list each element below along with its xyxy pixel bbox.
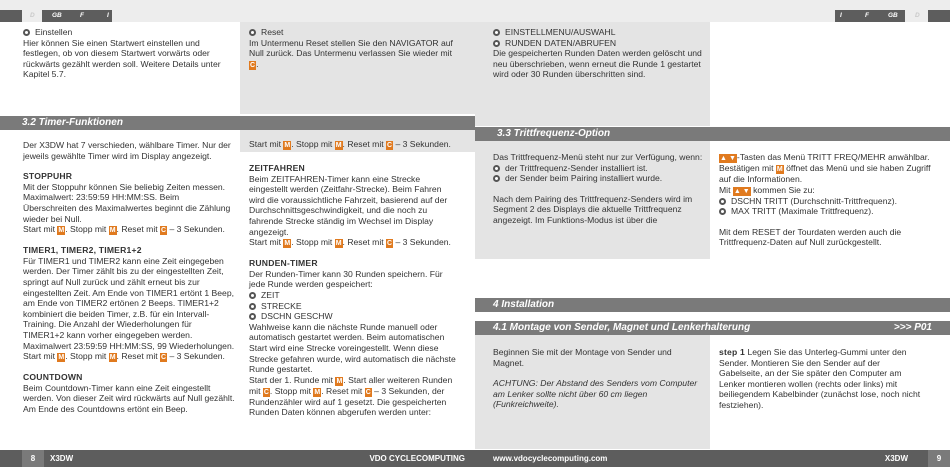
button-m-icon: M [109, 227, 116, 235]
button-m-icon: M [284, 240, 291, 248]
page-number: 8 [22, 450, 44, 467]
bullet-icon [493, 165, 500, 172]
paragraph: Das Trittfrequenz-Menü steht nur zur Verfügung, wenn: [493, 152, 703, 162]
button-m-icon: M [109, 354, 116, 362]
tab-marker [0, 10, 22, 22]
list-item: DSCHN TRITT (Durchschnitt-Trittfrequenz). [719, 196, 939, 207]
bullet-icon [249, 292, 256, 299]
list-item: DSCHN GESCHW [249, 311, 459, 322]
list-item: MAX TRITT (Maximale Trittfrequenz). [719, 206, 939, 217]
paragraph: Nach dem Pairing des Trittfrequenz-Senders wird im Segment 2 des Displays die aktuelle Trittfrequenz angezeigt. Im Funktions-Modus ist über die [493, 193, 693, 225]
paragraph: ▲ ▼-Tasten das Menü TRITT FREQ/MEHR anwählbar. Bestätigen mit M öffnet das Menü und sie haben Zugriff auf die Informationen. [719, 152, 931, 184]
section-title-3-2: 3.2 Timer-Funktionen [0, 116, 475, 130]
footer-model: X3DW [884, 454, 908, 463]
bullet-icon [249, 313, 256, 320]
lang-tab-d[interactable]: D [30, 12, 35, 19]
heading-zeitfahren: ZEITFAHREN [249, 163, 305, 173]
cadence-col-1 [493, 152, 705, 226]
paragraph: step 1 Legen Sie das Unterleg-Gummi unter den Sender. Montieren Sie den Sender auf der Gabelseite, an der Sie später den Computer am Lenker montieren wollen (rechts oder links) mit beiliegendem Kabelbinder (zunächst lose, noch nicht festziehen). [719, 347, 921, 410]
paragraph: Wahlweise kann die nächste Runde manuell oder automatisch gestartet werden. Beim automatischen Start wird eine Strecke voreingestellt. Wenn diese Strecke gefahren wurde, wird automatisch die nächste Runde gestartet. [249, 321, 456, 375]
button-m-icon: M [284, 142, 291, 149]
paragraph: Für TIMER1 und TIMER2 kann eine Zeit eingegeben werden. Der Timer zählt bis zu der eingestellten Zeit, springt auf Null zurück und zählt erneut bis zur eingestellten Zeit. Am Ende von TIMER1 ertönt 1 Beep, am Ende von TIMER2 ertönen 2 Beeps. TIMER1+2 kombiniert die beiden Timer, z.B. für ein Intervall-Training. Die Anzahl der Wiederholungen für TIMER1+2 kann vorher eingegeben werden. Maximalwert 23:59:59 HH:MM:SS, 99 Wiederholungen. [23, 255, 235, 351]
bullet-icon [719, 208, 726, 215]
paragraph: Mit ▲ ▼ kommen Sie zu: [719, 184, 815, 195]
timer-line: Start mit M. Stopp mit M. Reset mit C – 3 Sekunden. [23, 224, 225, 235]
button-m-icon: M [314, 388, 321, 396]
heading-runden-timer: RUNDEN-TIMER [249, 258, 318, 269]
button-m-icon: M [58, 227, 65, 235]
top-col [493, 27, 705, 80]
button-c-icon: C [161, 354, 167, 362]
bullet-icon [493, 29, 500, 36]
intro-text: Der X3DW hat 7 verschieden, wählbare Timer. Nur der jeweils gewählte Timer wird im Display angezeigt. [23, 140, 231, 161]
bullet-icon [493, 175, 500, 182]
footer [0, 450, 475, 467]
bullet-icon [249, 29, 256, 36]
paragraph: Die gespeicherten Runden Daten werden gelöscht und neu überschrieben, wenn erneut die Runde 1 gestartet wird oder 30 Runden überschritten sind. [493, 48, 702, 80]
paragraph: Der Runden-Timer kann 30 Runden speichern. Für jede Runde werden gespeichert: [249, 268, 443, 290]
list-item: Einstellen [23, 27, 233, 38]
paragraph: Beginnen Sie mit der Montage von Sender und Magnet. [493, 347, 672, 368]
paragraph: Start der 1. Runde mit M. Start aller weiteren Runden mit C. Stopp mit M. Reset mit C – 3 Sekunden, der Rundenzähler wird auf 1 gesetzt. Die gespeicherten Runden Daten können abgerufen werden unter: [249, 374, 453, 418]
warning-text: ACHTUNG: Der Abstand des Senders vom Computer am Lenker sollte nicht über 60 cm liegen (Funkreichweite). [493, 378, 698, 410]
paragraph: Im Untermenu Reset stellen Sie den NAVIGATOR auf Null zurück. Das Untermenu verlassen Sie wieder mit C. [249, 37, 453, 69]
arrow-up-icon: ▲ [720, 155, 727, 162]
footer-brand: VDO CYCLECOMPUTING [369, 454, 465, 463]
button-m-icon: M [335, 142, 342, 149]
right-page [475, 0, 950, 475]
lang-tab-d[interactable]: D [915, 12, 920, 19]
button-m-icon: M [336, 377, 343, 385]
section-title-4: 4 Installation [475, 298, 950, 312]
button-c-icon: C [365, 388, 371, 396]
button-m-icon: M [58, 354, 65, 362]
timer-line: Start mit M. Stopp mit M. Reset mit C – 3 Sekunden. [249, 237, 451, 248]
lang-tab-gb[interactable]: GB [888, 12, 898, 19]
button-c-icon: C [263, 388, 269, 396]
cadence-col-2 [719, 152, 939, 248]
lang-tab-f[interactable]: F [865, 12, 869, 19]
bullet-icon [23, 29, 30, 36]
button-c-icon: C [387, 142, 393, 149]
bullet-icon [493, 40, 500, 47]
top-col-2 [249, 27, 454, 70]
footer [475, 450, 950, 467]
top-col-1 [23, 27, 233, 80]
list-item: EINSTELLMENU/AUSWAHL [493, 27, 705, 38]
heading-countdown: COUNTDOWN [23, 372, 83, 383]
list-item: STRECKE [249, 301, 459, 312]
lang-tab-gb[interactable]: GB [52, 12, 62, 19]
footer-model: X3DW [50, 454, 74, 463]
install-col-1 [493, 347, 705, 410]
install-col-2 [719, 347, 924, 411]
list-item: der Sender beim Pairing installiert wurde. [493, 173, 705, 184]
timer-col-1 [23, 140, 235, 414]
page-reference: >>> P01 [893, 322, 932, 333]
timer-line: Start mit M. Stopp mit M. Reset mit C – 3 Sekunden. [23, 351, 225, 362]
arrow-up-icon: ▲ [733, 187, 741, 195]
button-c-icon: C [250, 61, 256, 69]
lang-tab-i[interactable]: I [107, 12, 109, 19]
subsection-title-4-1: 4.1 Montage von Sender, Magnet und Lenkerhalterung >>> P01 [475, 321, 950, 335]
button-m-icon: M [776, 166, 783, 173]
list-item: ZEIT [249, 290, 459, 301]
step-label: step 1 [719, 347, 746, 357]
bullet-icon [719, 198, 726, 205]
tab-marker [928, 10, 950, 22]
button-c-icon: C [161, 227, 167, 235]
timer-col-2 [249, 163, 459, 418]
arrow-down-icon: ▼ [728, 155, 736, 162]
list-item: Reset [249, 27, 454, 38]
page-number: 9 [928, 450, 950, 467]
timer-line: Start mit M. Stopp mit M. Reset mit C – 3 Sekunden. [249, 139, 451, 149]
paragraph: Beim Countdown-Timer kann eine Zeit eingestellt werden. Von dieser Zeit wird rückwärts auf Null gezählt. Am Ende des Countdowns ertönt ein Beep. [23, 382, 235, 414]
heading-stoppuhr: STOPPUHR [23, 171, 73, 182]
paragraph: Mit dem RESET der Tourdaten werden auch die Trittfrequenz-Daten auf Null zurückgestellt. [719, 226, 902, 248]
list-item: der Trittfrequenz-Sender installiert ist. [493, 163, 705, 174]
paragraph: Beim ZEITFAHREN-Timer kann eine Strecke eingestellt werden (Zeitfahr-Strecke). Beim Fahren wird die voraussichtliche Fahrzeit, basierend auf der Durchschnittsgeschwindigkeit, und die noch zu fahrende Strecke ständig im Wechsel im Display angezeigt. [249, 173, 448, 237]
arrow-down-icon: ▼ [742, 187, 750, 195]
list-item: RUNDEN DATEN/ABRUFEN [493, 38, 705, 49]
paragraph: Mit der Stoppuhr können Sie beliebig Zeiten messen. Maximalwert: 23:59:59 HH:MM:SS. Beim Überschreiten des Maximalwertes beginnt die Zählung wieder bei Null. [23, 181, 231, 224]
button-c-icon: C [387, 240, 393, 248]
section-title-3-3: 3.3 Trittfrequenz-Option [475, 127, 950, 141]
lang-tab-i[interactable]: I [840, 12, 842, 19]
button-m-icon: M [335, 240, 342, 248]
paragraph: Hier können Sie einen Startwert einstellen und festlegen, ob von diesem Startwert vorwärts oder rückwärts gezählt werden soll. Weitere Details unter Kapitel 5.7. [23, 37, 221, 80]
bullet-icon [249, 303, 256, 310]
footer-url[interactable]: www.vdocyclecomputing.com [493, 454, 608, 463]
heading-timer: TIMER1, TIMER2, TIMER1+2 [23, 245, 142, 256]
lang-tab-f[interactable]: F [80, 12, 84, 19]
